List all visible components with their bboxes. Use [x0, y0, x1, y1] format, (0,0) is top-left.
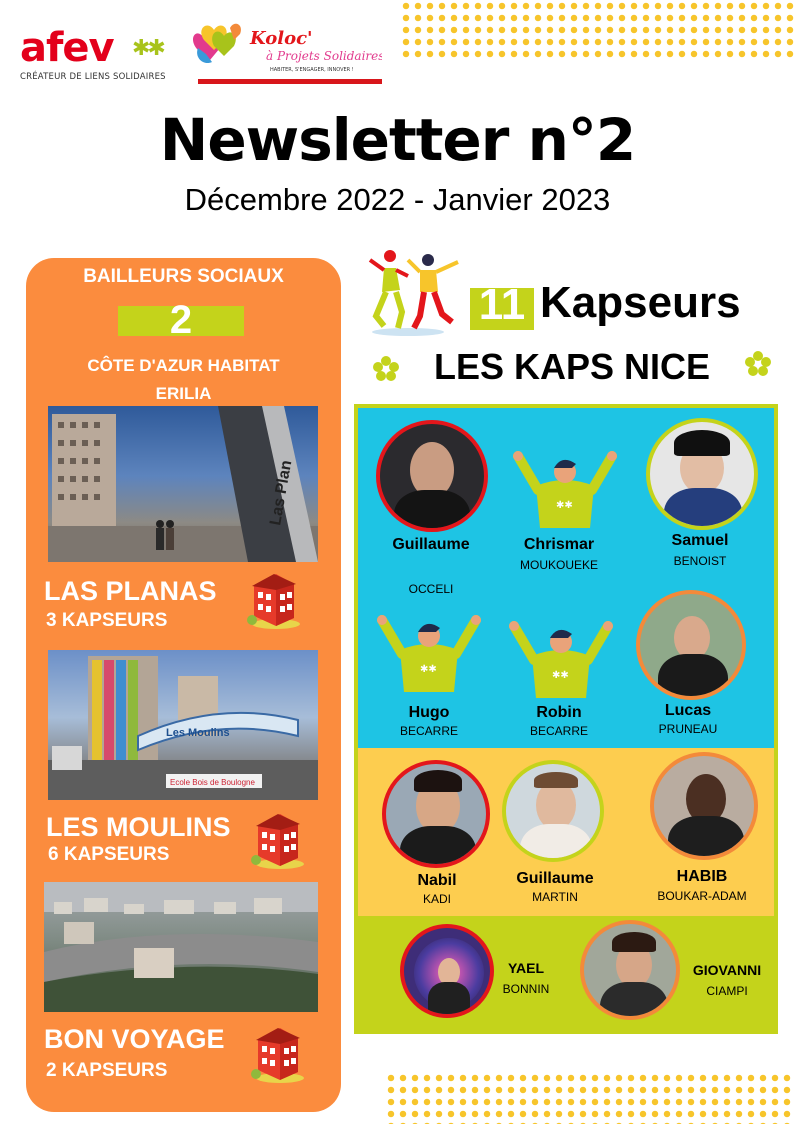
member-last-name: BOUKAR-ADAM	[657, 889, 747, 903]
member-last-name: MOUKOUEKE	[519, 558, 598, 572]
svg-text:✱✱: ✱✱	[556, 500, 573, 511]
koloc-red-bar	[198, 79, 382, 84]
bailleur-cote-azur-habitat: CÔTE D'AZUR HABITAT	[87, 356, 280, 375]
avatar	[376, 420, 488, 532]
svg-text:Ecole Bois de Boulogne: Ecole Bois de Boulogne	[170, 778, 255, 787]
svg-text:Koloc': Koloc'	[250, 28, 313, 49]
member-first-name: Hugo	[408, 704, 450, 721]
avatar	[580, 920, 680, 1020]
afev-logo	[20, 25, 180, 88]
member-first-name: Chrismar	[523, 536, 595, 553]
svg-text:Les Moulins: Les Moulins	[166, 727, 230, 739]
afev-tagline: CRÉATEUR DE LIENS SOLIDAIRES	[20, 72, 166, 82]
svg-text:à Projets Solidaires: à Projets Solidaires	[266, 49, 382, 63]
photo-les-moulins	[48, 650, 318, 800]
koloc-logo	[190, 18, 382, 84]
avatar-illustration	[508, 620, 614, 700]
avatar-illustration	[376, 614, 482, 694]
dancers-illustration	[368, 246, 466, 338]
svg-text:Las Plan: Las Plan	[267, 458, 296, 527]
member-first-name: Nabil	[417, 872, 457, 889]
member-last-name: OCCELI	[408, 582, 454, 596]
member-first-name: Guillaume	[392, 536, 470, 553]
avatar	[646, 418, 758, 530]
avatar	[400, 924, 494, 1018]
avatar	[382, 760, 490, 868]
svg-text:HABITER, S'ENGAGER, INNOVER !: HABITER, S'ENGAGER, INNOVER !	[270, 67, 354, 73]
site-name-bon-voyage: BON VOYAGE	[44, 1024, 225, 1054]
afev-stars-icon: ✱✱	[132, 36, 163, 61]
site-count-les-moulins: 6 KAPSEURS	[48, 844, 170, 865]
house-icon	[246, 568, 302, 630]
photo-bon-voyage	[44, 882, 318, 1012]
member-last-name: CIAMPI	[706, 984, 748, 998]
house-icon	[250, 1022, 306, 1084]
member-last-name: BENOIST	[673, 554, 727, 568]
team-name: LES KAPS NICE	[433, 346, 711, 387]
member-first-name: Lucas	[664, 702, 712, 719]
svg-text:✱✱: ✱✱	[552, 670, 569, 681]
bailleur-erilia: ERILIA	[155, 384, 212, 403]
site-count-bon-voyage: 2 KAPSEURS	[46, 1060, 168, 1081]
page-title: Newsletter n°2	[159, 106, 636, 174]
avatar-illustration	[512, 450, 618, 530]
member-last-name: BONNIN	[502, 982, 550, 996]
member-last-name: MARTIN	[532, 890, 578, 904]
bailleurs-count: 2	[169, 298, 193, 342]
avatar	[502, 760, 604, 862]
member-first-name: Robin	[536, 704, 582, 721]
svg-text:✱✱: ✱✱	[420, 664, 437, 675]
member-last-name: BECARRE	[399, 724, 458, 738]
site-name-las-planas: LAS PLANAS	[44, 576, 217, 606]
afev-logo-text: afev	[20, 25, 114, 71]
site-count-las-planas: 3 KAPSEURS	[46, 610, 168, 631]
avatar	[636, 590, 746, 700]
dot-pattern-bottom	[385, 1072, 795, 1124]
koloc-hearts-icon	[190, 18, 382, 78]
member-first-name: Samuel	[671, 532, 729, 549]
photo-las-planas	[48, 406, 318, 562]
bailleurs-title: BAILLEURS SOCIAUX	[83, 266, 284, 287]
flower-icon	[744, 350, 772, 378]
member-last-name: PRUNEAU	[658, 722, 718, 736]
member-last-name: BECARRE	[529, 724, 588, 738]
page-subtitle: Décembre 2022 - Janvier 2023	[184, 182, 611, 217]
member-last-name: KADI	[422, 892, 451, 906]
kapseurs-label: Kapseurs	[540, 278, 741, 327]
member-first-name: Guillaume	[516, 870, 594, 887]
house-icon	[250, 808, 306, 870]
member-first-name: HABIB	[676, 868, 728, 885]
kapseurs-count: 11	[478, 280, 526, 329]
site-name-les-moulins: LES MOULINS	[46, 812, 231, 842]
member-first-name: GIOVANNI	[692, 962, 762, 978]
dot-pattern-top	[400, 0, 795, 62]
member-first-name: YAEL	[507, 960, 545, 976]
avatar	[650, 752, 758, 860]
